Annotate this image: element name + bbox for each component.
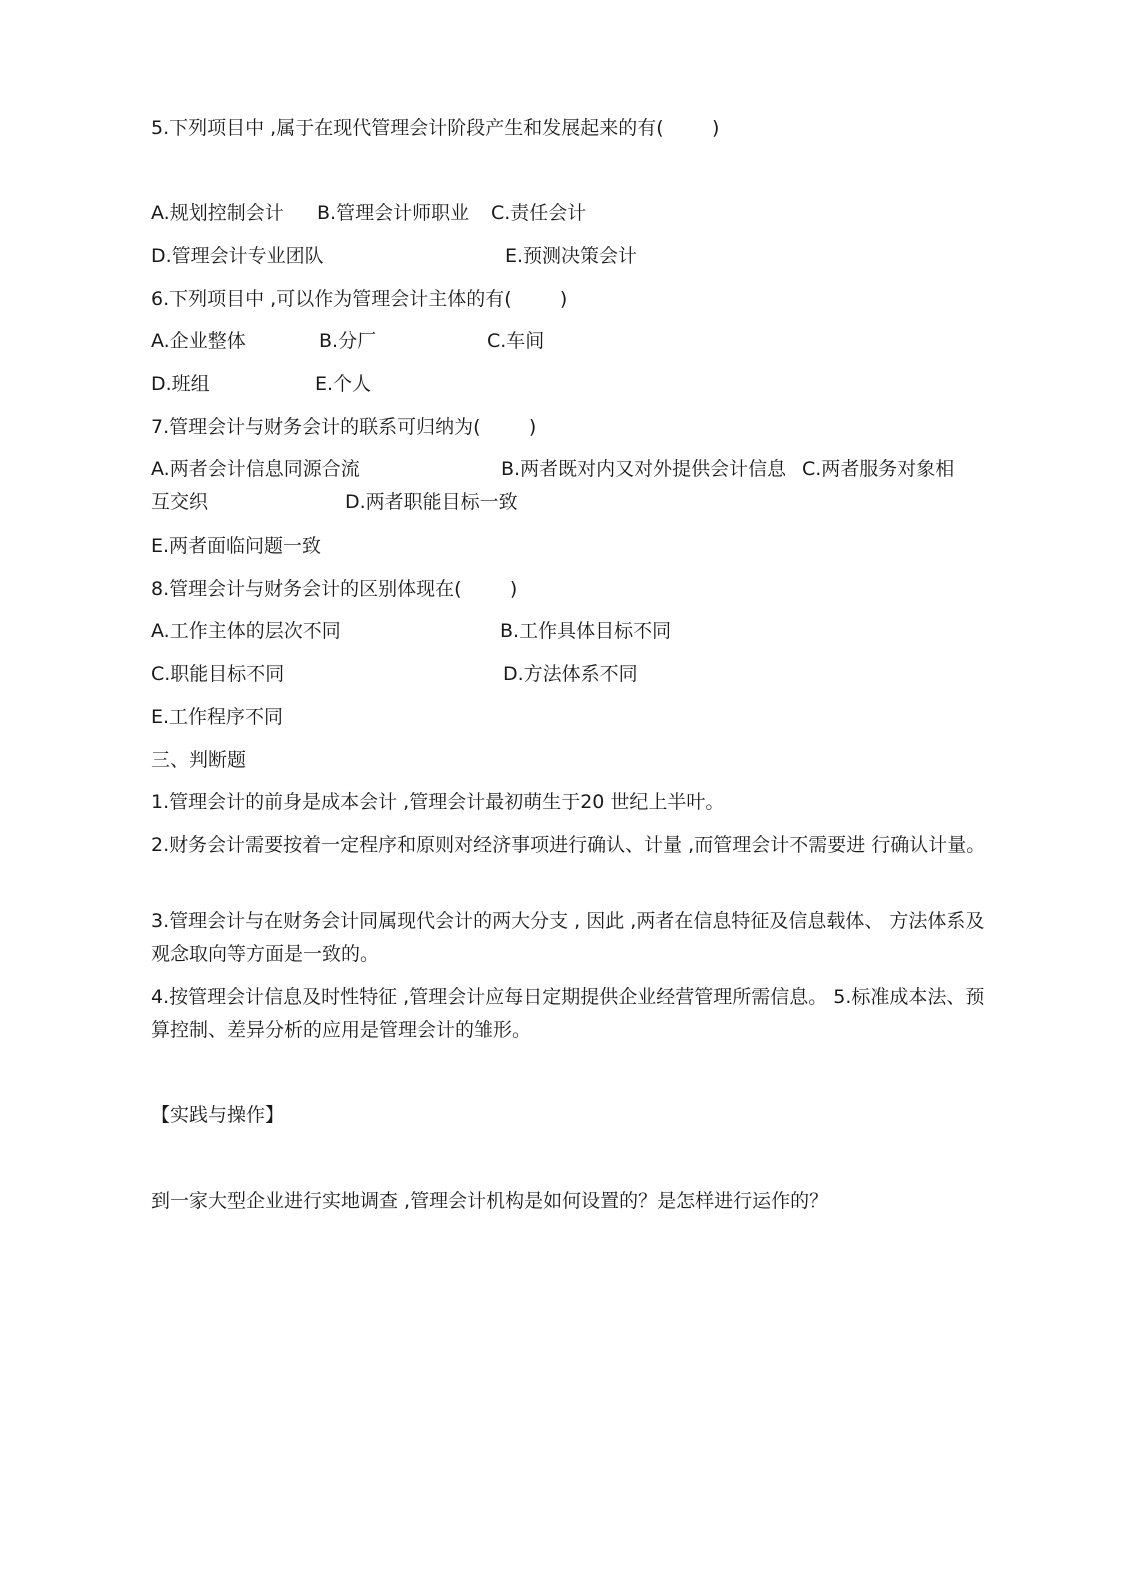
- q7-option-a: A.两者会计信息同源合流: [151, 458, 360, 480]
- judgment-item-4-5: 4.按管理会计信息及时性特征 ,管理会计应每日定期提供企业经营管理所需信息。 5.标准成本法、预算控制、差异分析的应用是管理会计的雏形。: [151, 986, 985, 1041]
- judgment-item-1: 1.管理会计的前身是成本会计 ,管理会计最初萌生于20 世纪上半叶。: [151, 791, 725, 813]
- q5-option-a: A.规划控制会计: [151, 202, 284, 224]
- judgment-item-3: 3.管理会计与在财务会计同属现代会计的两大分支 , 因此 ,两者在信息特征及信息载体、 方法体系及观念取向等方面是一致的。: [151, 910, 985, 965]
- q7-option-c: C.两者服务对象相: [802, 458, 955, 480]
- q8-option-d: D.方法体系不同: [503, 663, 638, 685]
- q5-option-c: C.责任会计: [491, 202, 587, 224]
- q7-option-e: E.两者面临问题一致: [151, 535, 322, 557]
- q8-stem: 8.管理会计与财务会计的区别体现在( ): [151, 578, 518, 600]
- q5-option-d: D.管理会计专业团队: [151, 245, 324, 267]
- q6-option-a: A.企业整体: [151, 330, 246, 352]
- q8-option-e: E.工作程序不同: [151, 706, 284, 728]
- q8-option-c: C.职能目标不同: [151, 663, 285, 685]
- practice-task: 到一家大型企业进行实地调查 ,管理会计机构是如何设置的？是怎样进行运作的？: [151, 1190, 829, 1212]
- q7-option-b: B.两者既对内又对外提供会计信息: [501, 458, 787, 480]
- q8-option-a: A.工作主体的层次不同: [151, 620, 341, 642]
- q7-option-d: D.两者职能目标一致: [345, 491, 518, 513]
- practice-title: 【实践与操作】: [151, 1104, 285, 1126]
- q5-stem: 5.下列项目中 ,属于在现代管理会计阶段产生和发展起来的有( ): [151, 117, 720, 139]
- q7-stem: 7.管理会计与财务会计的联系可归纳为( ): [151, 416, 537, 438]
- q6-option-d: D.班组: [151, 373, 210, 395]
- q5-option-e: E.预测决策会计: [505, 245, 638, 267]
- q6-stem: 6.下列项目中 ,可以作为管理会计主体的有( ): [151, 288, 568, 310]
- q6-option-c: C.车间: [487, 330, 545, 352]
- q8-option-b: B.工作具体目标不同: [500, 620, 672, 642]
- judgment-item-2: 2.财务会计需要按着一定程序和原则对经济事项进行确认、计量 ,而管理会计不需要进 行确认计量。: [151, 834, 986, 856]
- section-title-judgment: 三、判断题: [151, 749, 247, 771]
- q5-option-b: B.管理会计师职业: [317, 202, 470, 224]
- q6-option-e: E.个人: [315, 373, 372, 395]
- q6-option-b: B.分厂: [319, 330, 377, 352]
- q7-option-c-continued: 互交织: [151, 491, 209, 513]
